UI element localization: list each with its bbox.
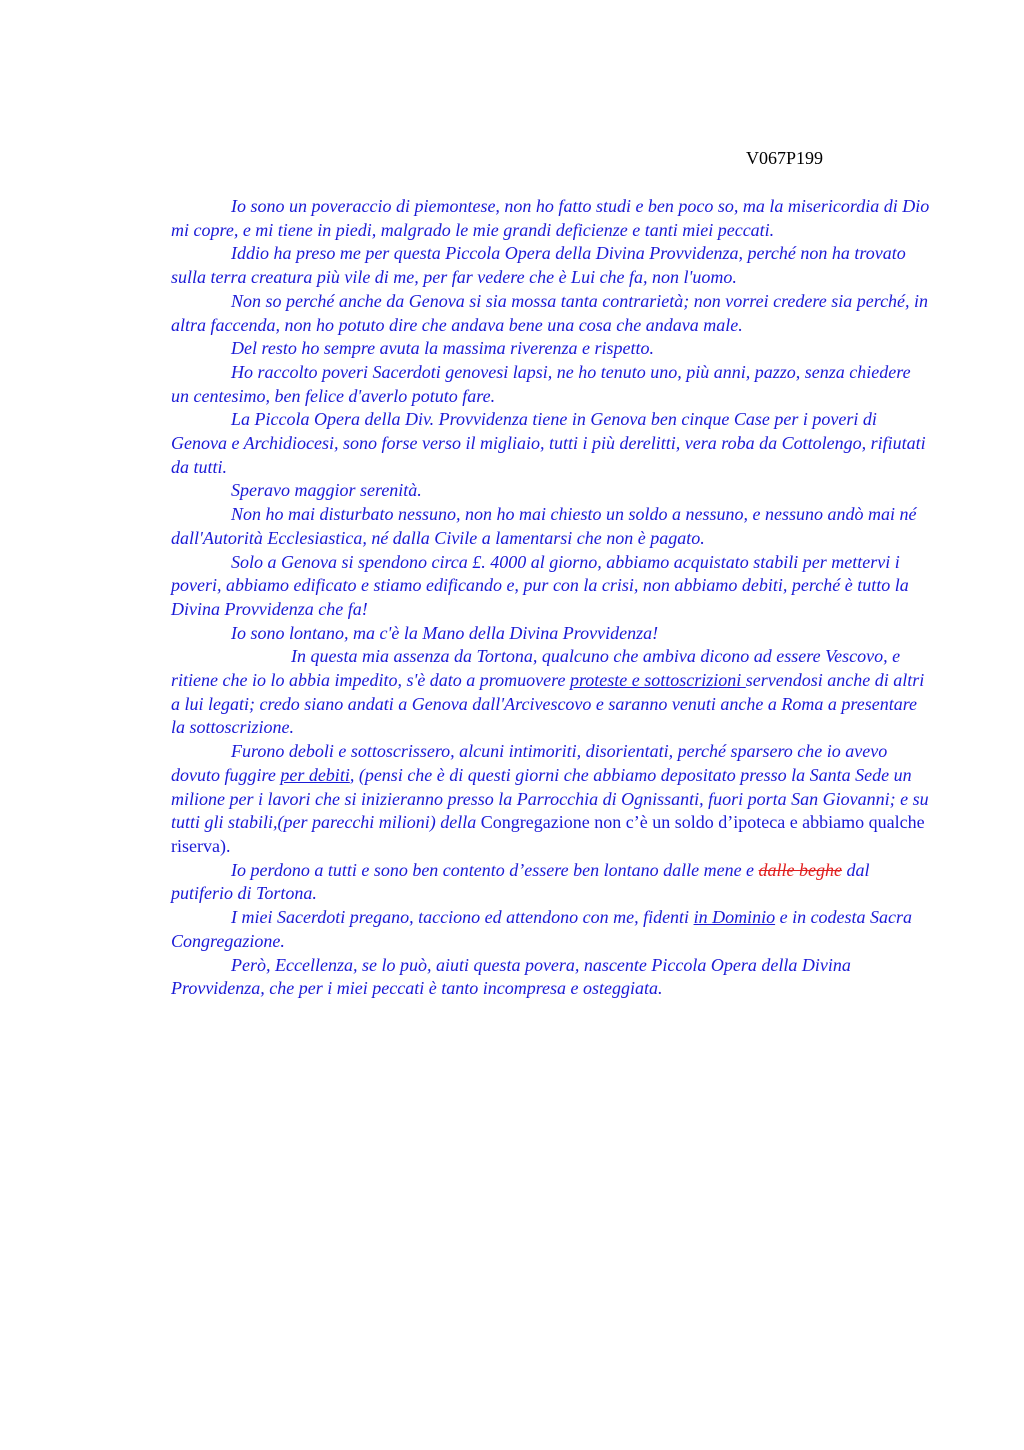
paragraph: Non so perché anche da Genova si sia mossa tanta contrarietà; non vorrei credere sia perché, in altra faccenda, non ho potuto dire che andava bene una cosa che andava male. bbox=[171, 290, 929, 335]
paragraph-text: Io perdono a tutti e sono ben contento d’essere ben lontano dalle mene e bbox=[231, 859, 759, 880]
paragraph-text: I miei Sacerdoti pregano, tacciono ed attendono con me, fidenti bbox=[231, 907, 694, 928]
paragraph-text: Furono deboli e sottoscrissero, alcuni intimoriti, disorientati, perché sparsero che io avevo dovuto fuggire bbox=[171, 741, 888, 785]
paragraph-text: In questa mia assenza da Tortona, qualcuno che ambiva dicono ad essere Vescovo, e ritiene che io lo abbia impedito, s'è dato a promuovere bbox=[171, 646, 901, 691]
paragraph: Ho raccolto poveri Sacerdoti genovesi lapsi, ne ho tenuto uno, più anni, pazzo, senza chiedere un centesimo, ben felice d'averlo potuto fare. bbox=[171, 361, 911, 406]
paragraph: La Piccola Opera della Div. Provvidenza tiene in Genova ben cinque Case per i poveri di Genova e Archidiocesi, sono forse verso il migliaio, tutti i più derelitti, vera roba da Cottolengo, rifiutati da tutti. bbox=[171, 409, 926, 477]
paragraph bbox=[171, 906, 931, 953]
paragraph: Iddio ha preso me per questa Piccola Opera della Divina Provvidenza, perché non ha trovato sulla terra creatura più vile di me, per far vedere che è Lui che fa, non l'uomo. bbox=[171, 243, 906, 288]
paragraph: Non ho mai disturbato nessuno, non ho mai chiesto un soldo a nessuno, e nessuno andò mai né dall'Autorità Ecclesiastica, né dalla Civile a lamentarsi che non è pagato. bbox=[171, 504, 917, 548]
page-reference: V067P199 bbox=[746, 148, 824, 168]
letter-body bbox=[171, 195, 931, 1001]
paragraph: Solo a Genova si spendono circa £. 4000 al giorno, abbiamo acquistato stabili per mettervi i poveri, abbiamo edificato e stiamo edificando e, pur con la crisi, non abbiamo debiti, perché è tutto la Divina Provvidenza che fa! bbox=[171, 551, 909, 619]
paragraph-text: e in codesta Sacra Congregazione. bbox=[171, 907, 913, 951]
paragraph-text: servendosi anche di altri a lui legati; credo siano andati a Genova dall'Arcivescovo e saranno venuti anche a Roma a presentare la sottoscrizione. bbox=[171, 670, 925, 738]
paragraph bbox=[171, 645, 931, 740]
deleted-text: dalle bbox=[758, 859, 800, 880]
paragraph: Speravo maggior serenità. bbox=[231, 480, 422, 501]
paragraph: Io sono lontano, ma c'è la Mano della Divina Provvidenza! bbox=[231, 622, 659, 643]
paragraph-text: , (pensi che è di questi giorni che abbiamo depositato presso la Santa Sede un milione per i lavori che si inizieranno presso la Parrocchia di Ognissanti, fuori porta San Giovanni; e su tutti gli stabili,(per parecchi milioni) della bbox=[171, 764, 929, 833]
underlined-text: per debiti bbox=[280, 764, 350, 785]
paragraph-text: dal putiferio di Tortona. bbox=[171, 859, 870, 904]
paragraph bbox=[171, 859, 931, 906]
underlined-text: in Dominio bbox=[693, 907, 776, 928]
paragraph: Però, Eccellenza, se lo può, aiuti questa povera, nascente Piccola Opera della Divina Provvidenza, che per i miei peccati è tanto incompresa e osteggiata. bbox=[171, 954, 851, 999]
paragraph: Del resto ho sempre avuta la massima riverenza e rispetto. bbox=[231, 338, 654, 359]
paragraph: Io sono un poveraccio di piemontese, non ho fatto studi e ben poco so, ma la misericordia di Dio mi copre, e mi tiene in piedi, malgrado le mie grandi deficienze e tanti miei peccati. bbox=[171, 196, 930, 240]
paragraph bbox=[171, 740, 931, 859]
underlined-text: proteste e sottoscrizioni bbox=[569, 670, 746, 691]
deleted-text: beghe bbox=[799, 859, 843, 880]
upright-text: Congregazione non c’è un soldo d’ipoteca e abbiamo qualche riserva). bbox=[171, 812, 925, 856]
